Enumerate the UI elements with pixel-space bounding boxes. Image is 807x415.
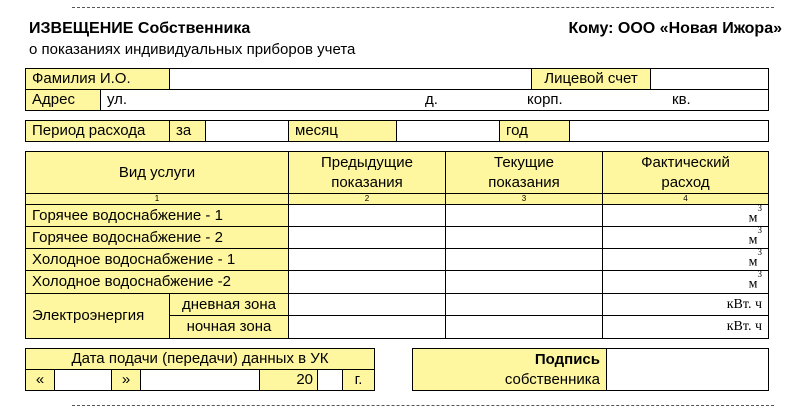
col-number-4-text: 4 <box>683 194 688 203</box>
table-row-service <box>25 204 289 227</box>
period-label <box>25 120 170 142</box>
col-header-service-text: Вид услуги <box>118 163 196 181</box>
submission-date-label <box>25 348 375 370</box>
row-1-unit-sup: 3 <box>757 202 762 213</box>
period-label-text: Период расхода <box>32 122 146 139</box>
col-header-current-line2: показания <box>488 173 560 191</box>
day-zone-actual-field[interactable] <box>602 293 769 316</box>
row-4-current-field[interactable] <box>445 270 603 294</box>
day-zone-current-field[interactable] <box>445 293 603 316</box>
name-field[interactable] <box>169 68 532 90</box>
row-3-unit-base: м <box>748 254 758 270</box>
col-number-3-text: 3 <box>521 194 527 203</box>
row-3-unit-sup: 3 <box>757 246 762 257</box>
name-label <box>25 68 170 90</box>
quote-close-text: » <box>121 371 131 388</box>
col-header-actual-line2: расход <box>661 173 710 191</box>
col-header-previous-line2: показания <box>331 173 403 191</box>
year-prefix <box>259 369 318 391</box>
year-label-text: год <box>506 122 528 139</box>
house-label: д. <box>425 91 438 108</box>
street-label: ул. <box>107 91 128 108</box>
electricity-label <box>25 293 170 339</box>
period-for-text: за <box>176 122 192 139</box>
day-zone-previous-field[interactable] <box>288 293 446 316</box>
title-bold: ИЗВЕЩЕНИЕ <box>29 20 134 37</box>
electricity-label-text: Электроэнергия <box>32 307 145 324</box>
submission-date-text: Дата подачи (передачи) данных в УК <box>71 350 329 367</box>
period-day-field[interactable] <box>205 120 289 142</box>
year-field[interactable] <box>569 120 769 142</box>
submission-month-field[interactable] <box>140 369 260 391</box>
row-3-previous-field[interactable] <box>288 248 446 271</box>
row-3-actual-field[interactable] <box>602 248 769 271</box>
col-header-current-line1: Текущие <box>494 153 554 171</box>
row-2-current-field[interactable] <box>445 226 603 249</box>
night-zone-label <box>169 315 289 339</box>
row-1-current-field[interactable] <box>445 204 603 227</box>
quote-open-text: « <box>35 371 45 388</box>
day-zone-text: дневная зона <box>182 295 276 313</box>
account-label-text: Лицевой счет <box>544 70 638 87</box>
month-label-text: месяц <box>295 122 338 139</box>
row-3-service-text: Холодное водоснабжение - 1 <box>32 250 236 268</box>
row-3-current-field[interactable] <box>445 248 603 271</box>
year-prefix-text: 20 <box>296 371 313 388</box>
submission-day-field[interactable] <box>54 369 112 391</box>
year-label <box>499 120 570 142</box>
bottom-cut-line <box>72 405 774 406</box>
night-zone-previous-field[interactable] <box>288 315 446 339</box>
submission-year-field[interactable] <box>317 369 343 391</box>
col-header-previous <box>288 151 446 194</box>
row-4-service-text: Холодное водоснабжение -2 <box>32 273 232 290</box>
period-for-label <box>169 120 206 142</box>
col-header-service <box>25 151 289 194</box>
col-header-actual <box>602 151 769 194</box>
col-header-current <box>445 151 603 194</box>
table-row-service <box>25 270 289 294</box>
row-1-unit-base: м <box>748 210 758 226</box>
recipient: Кому: ООО «Новая Ижора» <box>568 20 782 37</box>
row-1-actual-field[interactable] <box>602 204 769 227</box>
table-row-service <box>25 226 289 249</box>
signature-field[interactable] <box>606 348 769 391</box>
col-number-1-text: 1 <box>154 194 160 203</box>
row-2-unit-sup: 3 <box>757 224 762 235</box>
building-label: корп. <box>527 91 563 108</box>
row-2-actual-field[interactable] <box>602 226 769 249</box>
year-suffix <box>342 369 375 391</box>
address-label-text: Адрес <box>32 91 75 108</box>
page-title <box>29 18 250 40</box>
day-zone-unit: кВт. ч <box>726 296 762 312</box>
col-header-actual-line1: Фактический <box>641 153 730 171</box>
row-4-unit-sup: 3 <box>757 269 762 280</box>
row-4-unit <box>749 269 762 295</box>
account-field[interactable] <box>650 68 769 90</box>
name-label-text: Фамилия И.О. <box>32 70 131 87</box>
col-header-previous-line1: Предыдущие <box>321 153 413 171</box>
account-label <box>531 68 651 90</box>
row-4-previous-field[interactable] <box>288 270 446 294</box>
page-subtitle: о показаниях индивидуальных приборов учета <box>29 41 356 58</box>
apartment-label: кв. <box>672 91 691 108</box>
row-4-unit-base: м <box>748 276 758 292</box>
quote-open <box>25 369 55 391</box>
signature-label-text: Подпись <box>534 350 600 368</box>
day-zone-label <box>169 293 289 316</box>
year-suffix-text: г. <box>354 371 363 388</box>
row-1-previous-field[interactable] <box>288 204 446 227</box>
row-1-service-text: Горячее водоснабжение - 1 <box>32 206 223 224</box>
address-label <box>25 89 101 111</box>
signature-label <box>412 348 607 391</box>
top-cut-line <box>72 7 774 8</box>
signature-sub-text: собственника <box>504 370 600 388</box>
month-field[interactable] <box>396 120 500 142</box>
night-zone-unit: кВт. ч <box>726 319 762 334</box>
night-zone-current-field[interactable] <box>445 315 603 339</box>
col-number-2-text: 2 <box>364 194 370 203</box>
title-rest: Собственника <box>137 20 251 37</box>
month-label <box>288 120 397 142</box>
row-4-actual-field[interactable] <box>602 270 769 294</box>
night-zone-actual-field[interactable] <box>602 315 769 339</box>
night-zone-text: ночная зона <box>186 318 272 335</box>
row-2-previous-field[interactable] <box>288 226 446 249</box>
row-2-unit-base: м <box>748 232 758 248</box>
quote-close <box>111 369 141 391</box>
table-row-service <box>25 248 289 271</box>
row-2-service-text: Горячее водоснабжение - 2 <box>32 228 223 246</box>
